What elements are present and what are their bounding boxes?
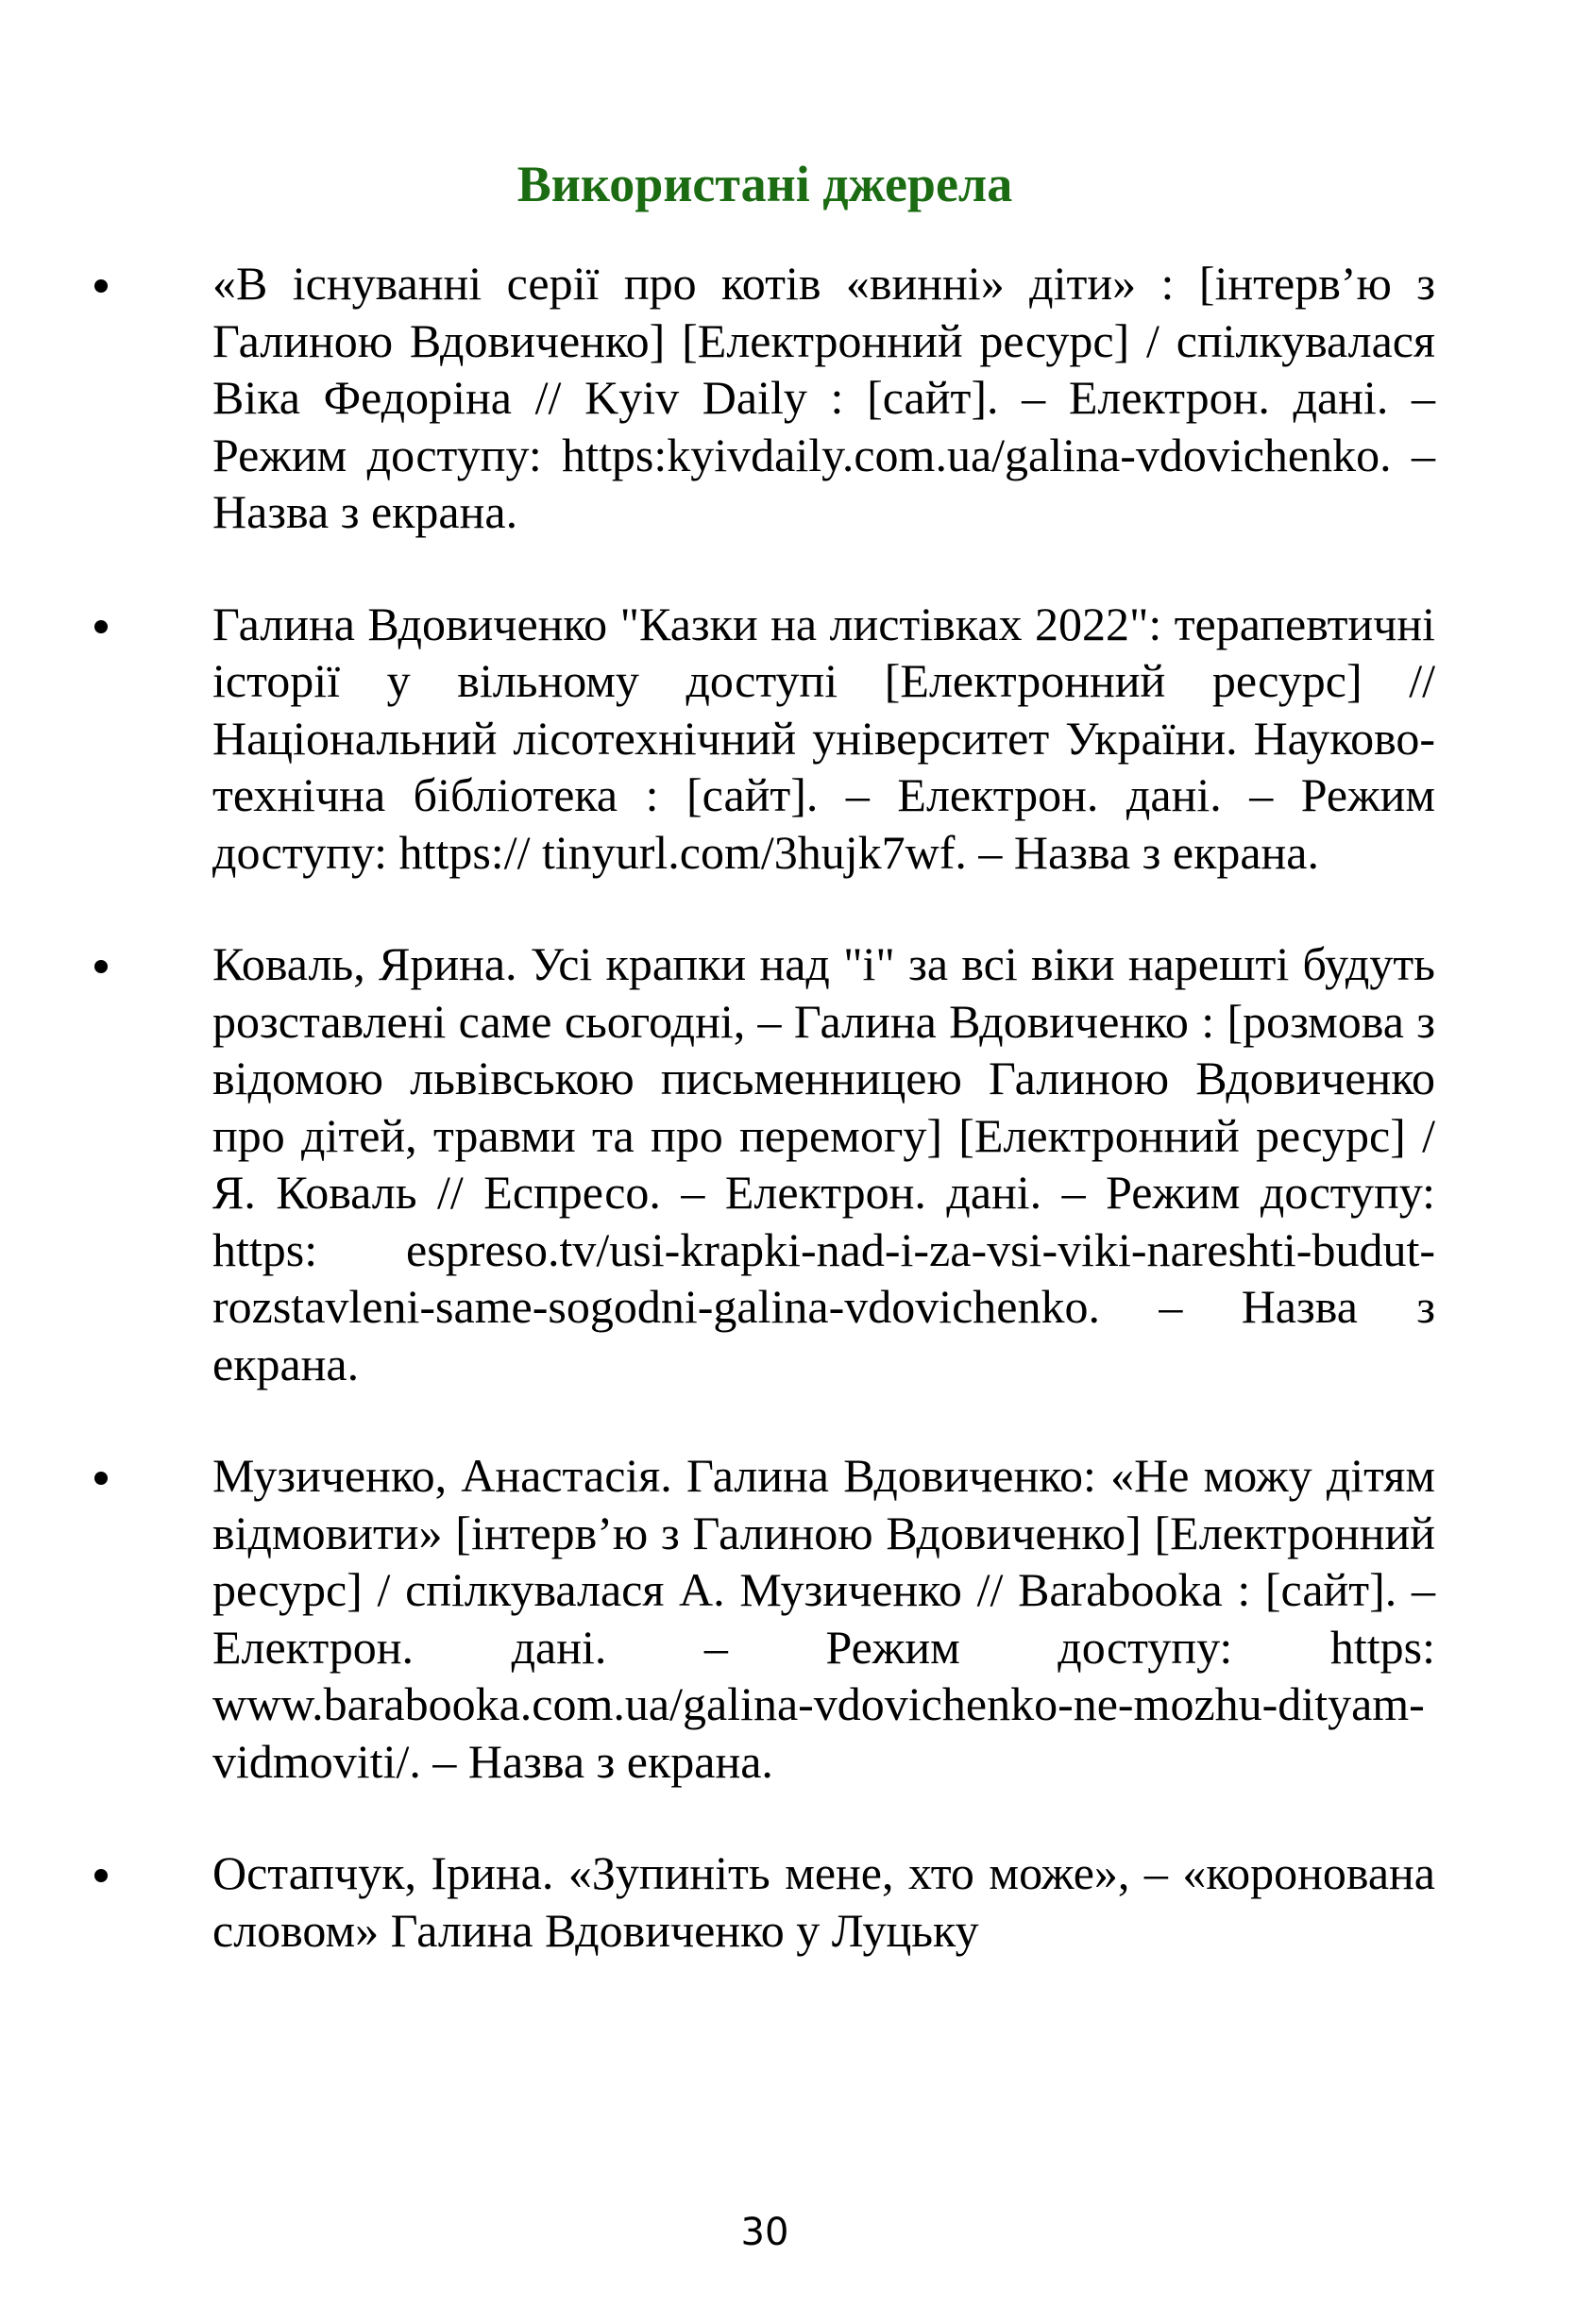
page-number: 30: [740, 2211, 789, 2254]
list-item: [0, 255, 1591, 541]
list-item: [0, 935, 1591, 1392]
reference-list: [0, 255, 1591, 2013]
bullet-icon: [94, 1472, 108, 1485]
list-item: [0, 1447, 1591, 1790]
reference-text: Коваль, Ярина. Усі крапки над "і" за всі віки нарешті будуть розставлені саме сьогодні, – Галина Вдовиченко : [розмова з відомою львівською письменницею Галиною Вдовиченко про дітей, травми та про перемогу] [Електронний ресурс] / Я. Коваль // Еспресо. – Електрон. дані. – Режим доступу: https: espreso.tv/usi-krapki-nad-i-za-vsi-viki-nareshti-budut-rozstavleni-same-sogodni-galina-vdovichenko. – Назва з екрана.: [212, 937, 1435, 1390]
bullet-icon: [94, 1869, 108, 1882]
bullet-icon: [94, 960, 108, 973]
bullet-icon: [94, 279, 108, 293]
reference-text: «В існуванні серії про котів «винні» діти» : [інтерв’ю з Галиною Вдовиченко] [Електронний ресурс] / спілкувалася Віка Федоріна // Kyiv Daily : [сайт]. – Електрон. дані. – Режим доступу: https:kyivdaily.com.ua/galina-vdovichenko. – Назва з екрана.: [212, 257, 1435, 538]
reference-text: Галина Вдовиченко "Казки на листівках 2022": терапевтичні історії у вільному доступі [Електронний ресурс] // Національний лісотехнічний університет України. Науково-технічна бібліотека : [сайт]. – Електрон. дані. – Режим доступу: https:// tinyurl.com/3hujk7wf. – Назва з екрана.: [212, 597, 1435, 879]
list-item: [0, 1844, 1591, 1959]
list-item: [0, 596, 1591, 882]
reference-text: Музиченко, Анастасія. Галина Вдовиченко: «Не можу дітям відмовити» [інтерв’ю з Галиною Вдовиченко] [Електронний ресурс] / спілкувалася А. Музиченко // Barabooka : [сайт]. – Електрон. дані. – Режим доступу: https: www.barabooka.com.ua/galina-vdovichenko-ne-mozhu-dityam-vidmoviti/. – Назва з екрана.: [212, 1449, 1435, 1788]
bullet-icon: [94, 620, 108, 633]
page-title: Використані джерела: [516, 156, 1013, 212]
reference-text: Остапчук, Ірина. «Зупиніть мене, хто може», – «коронована словом» Галина Вдовиченко у Луцьку: [212, 1846, 1435, 1957]
